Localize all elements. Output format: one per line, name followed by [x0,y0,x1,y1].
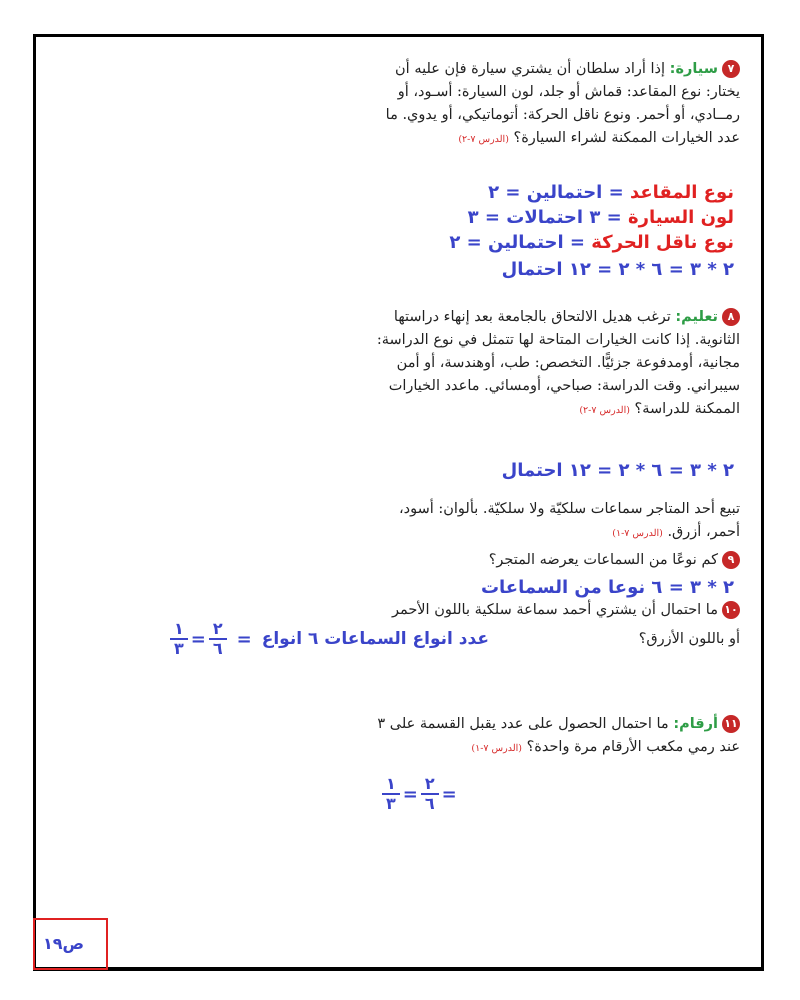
q8-result: ٢ * ٣ = ٦ * ٢ = ١٢ احتمال [501,460,734,481]
question-7 [370,58,740,151]
page-number-box [33,918,108,970]
question-keyword: سيارة: [669,61,718,77]
fraction: $\frac{١}{٣}$ [382,775,400,813]
answer-label: عدد انواع السماعات ٦ انواع [261,629,489,649]
question-number-badge: ٨ [722,308,740,326]
lesson-ref: (الدرس ٧-٢) [579,405,630,416]
q7-answer-3: نوع ناقل الحركة = احتمالين = ٢ [449,232,734,253]
question-keyword: تعليم: [675,309,718,325]
page-number: ص١٩ [43,934,85,953]
q7-answer-1: نوع المقاعد = احتمالين = ٢ [488,182,734,203]
lesson-ref: (الدرس ٧-١) [471,743,522,754]
q10-answer: $\frac{١}{٣}$ = $\frac{٢}{٦}$ = عدد انواع السماعات ٦ انواع [170,620,520,664]
question-9 [370,549,740,572]
q7-result: ٢ * ٣ = ٦ * ٢ = ١٢ احتمال [501,259,734,280]
question-10 [300,599,740,622]
q11-answer: $\frac{١}{٣}$ = $\frac{٢}{٦}$ = [382,775,460,825]
q7-answer-2: لون السيارة = ٣ احتمالات = ٣ [467,207,734,228]
fraction: $\frac{٢}{٦}$ [209,620,227,658]
question-number-badge: ٩ [722,551,740,569]
question-8 [370,306,740,422]
question-text-line1: ما احتمال أن يشتري أحمد سماعة سلكية باللون الأحمر [391,602,718,618]
lesson-ref: (الدرس ٧-١) [612,528,663,539]
question-number-badge: ٧ [722,60,740,78]
fraction: $\frac{١}{٣}$ [170,620,188,658]
question-text: ترغب هديل الالتحاق بالجامعة بعد إنهاء دراستها الثانوية. إذا كانت الخيارات المتاحة لها تتمثل في نوع الدراسة: مجانية، أومدفوعة جزئيًّا. التخصص: طب، أوهندسة، أو أمن سيبراني. وقت الدراسة: صباحي، أومسائي. ماعدد الخيارات الممكنة للدراسة؟ [376,309,740,417]
question-text: كم نوعًا من السماعات يعرضه المتجر؟ [488,552,718,568]
question-text: ما احتمال الحصول على عدد يقبل القسمة على ٣ عند رمي مكعب الأرقام مرة واحدة؟ [377,716,740,755]
question-10-line2: أو باللون الأزرق؟ [638,631,740,647]
fraction: $\frac{٢}{٦}$ [421,775,439,813]
question-11 [370,713,740,760]
intro-text: تبيع أحد المتاجر سماعات سلكيّة ولا سلكيّة. بألوان: أسود، أحمر، أزرق. (الدرس ٧-١) [398,501,740,540]
question-number-badge: ١١ [722,715,740,733]
question-keyword: أرقام: [673,716,718,732]
lesson-ref: (الدرس ٧-٢) [458,134,509,145]
question-text: إذا أراد سلطان أن يشتري سيارة فإن عليه أن يختار: نوع المقاعد: قماش أو جلد، لون السيارة: أسـود، أو رمــادي، أو أحمر. ونوع ناقل الحركة: أتوماتيكي، أو يدوي. ما عدد الخيارات الممكنة لشراء السيارة؟ [385,61,740,146]
question-number-badge: ١٠ [722,601,740,619]
q9-result: ٢ * ٣ = ٦ نوعا من السماعات [480,577,734,598]
